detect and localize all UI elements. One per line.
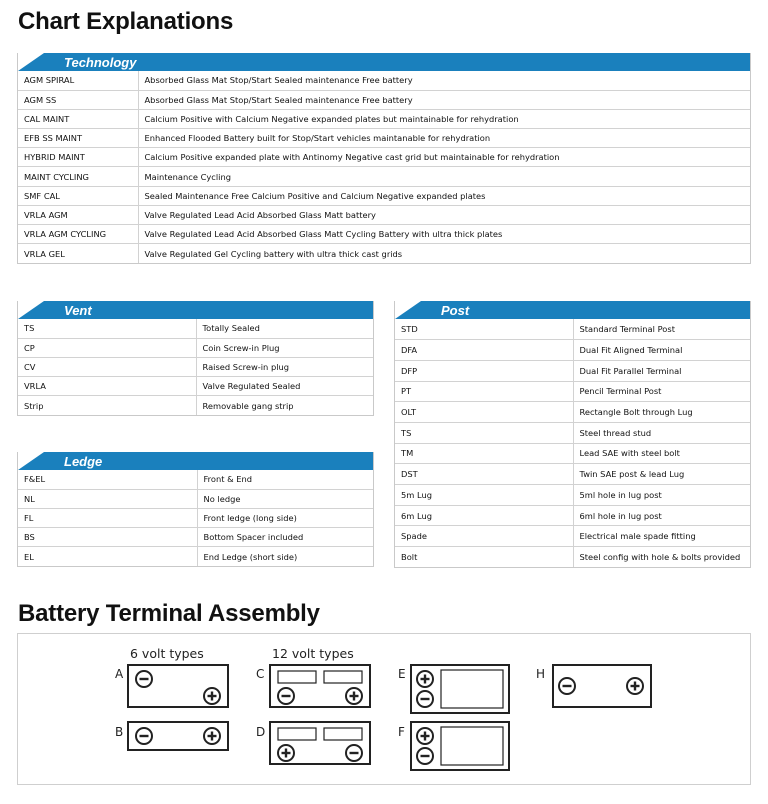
technology-row xyxy=(18,129,750,148)
ledge-row-description: End Ledge (short side) xyxy=(203,551,298,562)
ledge-row-description: No ledge xyxy=(197,489,373,508)
battery-b-minus-terminal-icon xyxy=(136,728,152,744)
letter-f: F xyxy=(398,725,405,739)
vent-row xyxy=(18,396,373,415)
post-row-code: STD xyxy=(395,319,573,340)
post-row-description: 5ml hole in lug post xyxy=(573,485,750,506)
letter-d: D xyxy=(256,725,266,739)
vent-row-description: Valve Regulated Sealed xyxy=(196,377,373,396)
technology-row xyxy=(18,244,750,263)
vent-row-code: CV xyxy=(18,357,196,376)
twelve-volt-label: 12 volt types xyxy=(272,646,354,661)
ledge-table xyxy=(18,470,373,566)
technology-row-description: Absorbed Glass Mat Stop/Start Sealed maintenance Free battery xyxy=(138,90,750,109)
technology-row-code: VRLA GEL xyxy=(18,244,138,263)
technology-row xyxy=(18,167,750,186)
post-row xyxy=(395,381,750,402)
technology-row-description: Valve Regulated Lead Acid Absorbed Glass Matt Cycling Battery with ultra thick plates xyxy=(138,225,750,244)
ledge-row xyxy=(18,547,373,566)
vent-row xyxy=(18,338,373,357)
post-row xyxy=(395,547,750,568)
technology-header xyxy=(18,53,750,71)
post-table xyxy=(395,319,750,567)
six-volt-label: 6 volt types xyxy=(130,646,204,661)
technology-row-description: Absorbed Glass Mat Stop/Start Sealed maintenance Free battery xyxy=(138,71,750,90)
vent-row-code: TS xyxy=(18,319,196,338)
technology-row-description: Calcium Positive with Calcium Negative expanded plates but maintainable for rehydration xyxy=(138,109,750,128)
post-row-description: Twin SAE post & lead Lug xyxy=(573,464,750,485)
post-row-code: OLT xyxy=(395,402,573,423)
post-row-code: Bolt xyxy=(395,547,573,568)
post-row xyxy=(395,340,750,361)
technology-row-code: HYBRID MAINT xyxy=(18,148,138,167)
post-row-description: Electrical male spade fitting xyxy=(573,526,750,547)
assembly-svg xyxy=(18,634,752,786)
technology-row xyxy=(18,90,750,109)
post-row-code: DFA xyxy=(395,340,573,361)
post-row-description: Dual Fit Parallel Terminal xyxy=(573,360,750,381)
battery-f-plus-terminal-icon xyxy=(417,728,433,744)
vent-row-description: Raised Screw-in plug xyxy=(196,357,373,376)
technology-row-code: AGM SS xyxy=(18,90,138,109)
post-row xyxy=(395,402,750,423)
vent-row xyxy=(18,357,373,376)
ledge-panel xyxy=(17,452,374,567)
post-row-code: TM xyxy=(395,443,573,464)
ledge-row xyxy=(18,508,373,527)
post-row-description: Pencil Terminal Post xyxy=(573,381,750,402)
battery-d-cell-right xyxy=(324,728,362,740)
letter-c: C xyxy=(256,667,265,681)
vent-row-code: Strip xyxy=(18,396,196,415)
vent-row xyxy=(18,377,373,396)
ledge-row-code: BS xyxy=(18,528,197,547)
technology-row-description: Maintenance Cycling xyxy=(138,167,750,186)
post-row-code: 5m Lug xyxy=(395,485,573,506)
battery-c-cell-right xyxy=(324,671,362,683)
technology-row-description: Sealed Maintenance Free Calcium Positive and Calcium Negative expanded plates xyxy=(138,186,750,205)
battery-b-plus-terminal-icon xyxy=(204,728,220,744)
vent-title: Vent xyxy=(64,303,92,318)
technology-row xyxy=(18,148,750,167)
post-header xyxy=(395,301,750,319)
post-row-code: Spade xyxy=(395,526,573,547)
vent-row-description: Coin Screw-in Plug xyxy=(196,338,373,357)
battery-f-minus-terminal-icon xyxy=(417,748,433,764)
technology-table xyxy=(18,71,750,263)
post-row-description: Standard Terminal Post xyxy=(573,319,750,340)
technology-row xyxy=(18,205,750,224)
ledge-row-description: Front ledge (long side) xyxy=(197,508,373,527)
vent-panel xyxy=(17,301,374,416)
vent-table xyxy=(18,319,373,415)
post-row-description: Steel thread stud xyxy=(573,422,750,443)
letter-a: A xyxy=(115,667,124,681)
battery-h-minus-terminal-icon xyxy=(559,678,575,694)
post-row xyxy=(395,360,750,381)
technology-row-code: CAL MAINT xyxy=(18,109,138,128)
battery-d-plus-terminal-icon xyxy=(278,745,294,761)
battery-h-plus-terminal-icon xyxy=(627,678,643,694)
technology-row xyxy=(18,225,750,244)
battery-a-plus-terminal-icon xyxy=(204,688,220,704)
technology-panel xyxy=(17,53,751,264)
post-row xyxy=(395,485,750,506)
post-row-code: TS xyxy=(395,422,573,443)
ledge-row xyxy=(18,470,373,489)
vent-row-code: CP xyxy=(18,338,196,357)
technology-row-code: EFB SS MAINT xyxy=(18,129,138,148)
post-row xyxy=(395,422,750,443)
post-row xyxy=(395,505,750,526)
vent-header xyxy=(18,301,373,319)
ledge-row-description: Front & End xyxy=(197,470,373,489)
technology-row-description: Valve Regulated Lead Acid Absorbed Glass Matt battery xyxy=(138,205,750,224)
post-row xyxy=(395,319,750,340)
technology-row-code: VRLA AGM xyxy=(18,205,138,224)
letter-h: H xyxy=(536,667,546,681)
post-row-code: 6m Lug xyxy=(395,505,573,526)
ledge-row xyxy=(18,489,373,508)
post-title: Post xyxy=(441,303,470,318)
battery-d-cell-left xyxy=(278,728,316,740)
battery-c-plus-terminal-icon xyxy=(346,688,362,704)
technology-row xyxy=(18,71,750,90)
post-row-description: Steel config with hole & bolts provided xyxy=(579,552,741,563)
battery-c-cell-left xyxy=(278,671,316,683)
ledge-row-code: EL xyxy=(18,547,197,566)
ledge-row-description: Bottom Spacer included xyxy=(197,528,373,547)
vent-row xyxy=(18,319,373,338)
technology-row-description: Enhanced Flooded Battery built for Stop/Start vehicles maintanable for rehydration xyxy=(138,129,750,148)
battery-a-minus-terminal-icon xyxy=(136,671,152,687)
terminal-assembly-diagram xyxy=(17,633,751,785)
post-row xyxy=(395,464,750,485)
post-row-description: 6ml hole in lug post xyxy=(573,505,750,526)
vent-row-description: Removable gang strip xyxy=(202,400,294,411)
battery-e-plus-terminal-icon xyxy=(417,671,433,687)
assembly-title: Battery Terminal Assembly xyxy=(18,600,320,627)
battery-f-panel xyxy=(441,727,503,765)
ledge-row xyxy=(18,528,373,547)
post-row-description: Rectangle Bolt through Lug xyxy=(573,402,750,423)
technology-title: Technology xyxy=(64,55,137,70)
ledge-title: Ledge xyxy=(64,454,103,469)
battery-e-minus-terminal-icon xyxy=(417,691,433,707)
technology-row xyxy=(18,109,750,128)
battery-e-panel xyxy=(441,670,503,708)
post-row-code: DST xyxy=(395,464,573,485)
post-row-code: PT xyxy=(395,381,573,402)
ledge-row-code: FL xyxy=(18,508,197,527)
post-row-description: Dual Fit Aligned Terminal xyxy=(573,340,750,361)
ledge-header xyxy=(18,452,373,470)
technology-row-code: VRLA AGM CYCLING xyxy=(18,225,138,244)
technology-row xyxy=(18,186,750,205)
ledge-row-code: NL xyxy=(18,489,197,508)
post-row xyxy=(395,443,750,464)
vent-row-description: Totally Sealed xyxy=(196,319,373,338)
post-row-code: DFP xyxy=(395,360,573,381)
technology-row-code: AGM SPIRAL xyxy=(18,71,138,90)
post-row xyxy=(395,526,750,547)
post-row-description: Lead SAE with steel bolt xyxy=(573,443,750,464)
letter-e: E xyxy=(398,667,406,681)
page-title: Chart Explanations xyxy=(18,8,234,35)
post-panel xyxy=(394,301,751,568)
letter-b: B xyxy=(115,725,124,739)
technology-row-code: MAINT CYCLING xyxy=(18,167,138,186)
ledge-row-code: F&EL xyxy=(18,470,197,489)
technology-row-code: SMF CAL xyxy=(18,186,138,205)
battery-d-minus-terminal-icon xyxy=(346,745,362,761)
technology-row-description: Calcium Positive expanded plate with Antinomy Negative cast grid but maintainable for rehydration xyxy=(138,148,750,167)
vent-row-code: VRLA xyxy=(18,377,196,396)
technology-row-description: Valve Regulated Gel Cycling battery with ultra thick cast grids xyxy=(144,248,403,259)
battery-c-minus-terminal-icon xyxy=(278,688,294,704)
